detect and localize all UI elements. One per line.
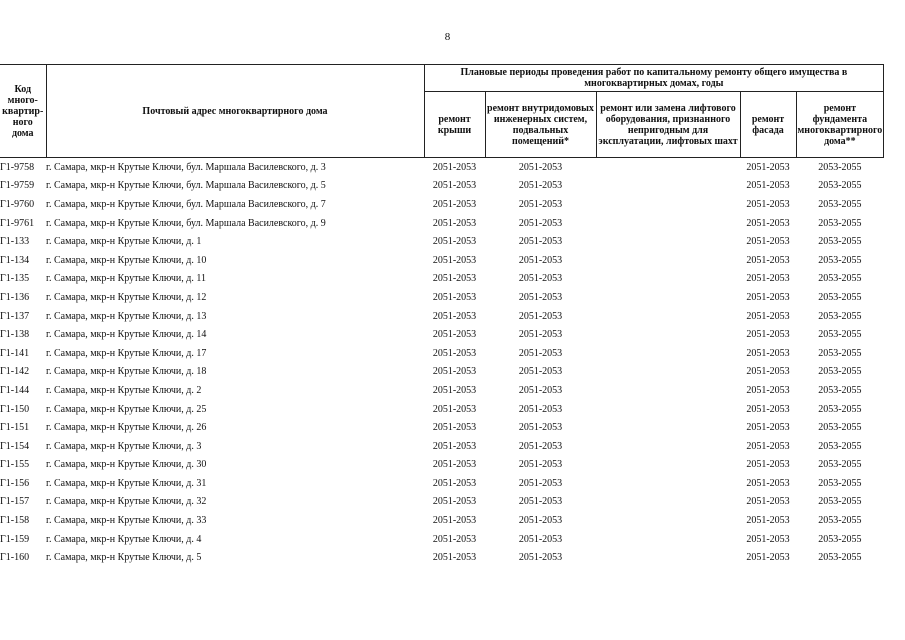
header-periods: Плановые периоды проведения работ по капитальному ремонту общего имущества в многоквартирных домах, годы [424,65,884,92]
cell-code: Г1-136 [0,291,30,303]
cell-code: Г1-156 [0,477,30,489]
cell-roof: 2051-2053 [432,459,477,471]
table-row [0,307,884,326]
cell-internal: 2051-2053 [518,515,563,527]
cell-address: г. Самара, мкр-н Крутые Ключи, бул. Маршала Василевского, д. 9 [46,217,326,229]
cell-roof: 2051-2053 [432,291,477,303]
cell-foundation: 2053-2055 [818,496,862,508]
table-row [0,437,884,456]
cell-code: Г1-9758 [0,161,35,173]
cell-roof: 2051-2053 [432,254,477,266]
cell-address: г. Самара, мкр-н Крутые Ключи, д. 5 [46,552,202,564]
table-row [0,344,884,363]
cell-internal: 2051-2053 [518,477,563,489]
cell-foundation: 2053-2055 [818,477,862,489]
cell-lift [596,288,740,307]
cell-address: г. Самара, мкр-н Крутые Ключи, д. 3 [46,440,202,452]
cell-internal: 2051-2053 [518,273,563,285]
cell-roof: 2051-2053 [432,552,477,564]
cell-roof: 2051-2053 [432,496,477,508]
cell-code: Г1-150 [0,403,30,415]
header-address: Почтовый адрес многоквартирного дома [46,65,424,158]
cell-lift [596,214,740,233]
cell-address: г. Самара, мкр-н Крутые Ключи, д. 11 [46,273,206,285]
header-lift: ремонт или замена лифтового оборудования, признанного непригодным для эксплуатации, лифтовых шахт [596,92,740,158]
cell-internal: 2051-2053 [518,291,563,303]
cell-lift [596,400,740,419]
cell-code: Г1-151 [0,422,30,434]
table-row [0,418,884,437]
cell-internal: 2051-2053 [518,384,563,396]
cell-facade: 2051-2053 [746,552,790,564]
table-row [0,177,884,196]
cell-roof: 2051-2053 [432,236,477,248]
cell-foundation: 2053-2055 [818,366,862,378]
cell-code: Г1-154 [0,440,30,452]
cell-lift [596,307,740,326]
cell-facade: 2051-2053 [746,366,790,378]
table-row [0,232,884,251]
cell-code: Г1-9761 [0,217,35,229]
cell-code: Г1-135 [0,273,30,285]
cell-facade: 2051-2053 [746,161,790,173]
cell-code: Г1-9760 [0,198,35,210]
cell-roof: 2051-2053 [432,329,477,341]
cell-code: Г1-157 [0,496,30,508]
header-foundation: ремонт фундамента многоквартирного дома** [796,92,884,158]
cell-lift [596,363,740,382]
cell-internal: 2051-2053 [518,180,563,192]
cell-roof: 2051-2053 [432,366,477,378]
header-roof: ремонт крыши [424,92,485,158]
cell-address: г. Самара, мкр-н Крутые Ключи, д. 32 [46,496,207,508]
cell-code: Г1-160 [0,552,30,564]
cell-facade: 2051-2053 [746,329,790,341]
cell-foundation: 2053-2055 [818,236,862,248]
cell-lift [596,530,740,549]
capital-repair-table [0,64,884,567]
cell-lift [596,418,740,437]
cell-foundation: 2053-2055 [818,533,862,545]
cell-roof: 2051-2053 [432,403,477,415]
cell-code: Г1-133 [0,236,30,248]
page-number: 8 [444,31,451,43]
cell-internal: 2051-2053 [518,496,563,508]
table-row [0,493,884,512]
cell-lift [596,232,740,251]
table-row [0,400,884,419]
cell-code: Г1-141 [0,347,30,359]
header-internal-systems: ремонт внутридомовых инженерных систем, подвальных помещений* [485,92,596,158]
cell-address: г. Самара, мкр-н Крутые Ключи, д. 10 [46,254,207,266]
table-row [0,548,884,567]
cell-facade: 2051-2053 [746,347,790,359]
cell-internal: 2051-2053 [518,459,563,471]
cell-internal: 2051-2053 [518,440,563,452]
cell-roof: 2051-2053 [432,422,477,434]
table-row [0,195,884,214]
cell-address: г. Самара, мкр-н Крутые Ключи, д. 1 [46,236,202,248]
cell-internal: 2051-2053 [518,366,563,378]
cell-address: г. Самара, мкр-н Крутые Ключи, д. 30 [46,459,207,471]
cell-lift [596,456,740,475]
cell-address: г. Самара, мкр-н Крутые Ключи, д. 17 [46,347,207,359]
header-code: Код много-квартир-ного дома [0,65,46,158]
cell-address: г. Самара, мкр-н Крутые Ключи, д. 12 [46,291,207,303]
cell-address: г. Самара, мкр-н Крутые Ключи, д. 2 [46,384,202,396]
cell-lift [596,195,740,214]
cell-roof: 2051-2053 [432,347,477,359]
cell-address: г. Самара, мкр-н Крутые Ключи, д. 33 [46,515,207,527]
cell-roof: 2051-2053 [432,515,477,527]
table-row [0,270,884,289]
cell-lift [596,548,740,567]
table-row [0,511,884,530]
cell-lift [596,437,740,456]
cell-internal: 2051-2053 [518,198,563,210]
table-body [0,158,884,568]
cell-facade: 2051-2053 [746,496,790,508]
cell-foundation: 2053-2055 [818,161,862,173]
cell-lift [596,511,740,530]
table-row [0,158,884,177]
cell-address: г. Самара, мкр-н Крутые Ключи, д. 31 [46,477,207,489]
cell-address: г. Самара, мкр-н Крутые Ключи, д. 18 [46,366,207,378]
cell-facade: 2051-2053 [746,515,790,527]
cell-roof: 2051-2053 [432,217,477,229]
cell-lift [596,493,740,512]
cell-facade: 2051-2053 [746,291,790,303]
table-row [0,456,884,475]
cell-foundation: 2053-2055 [818,329,862,341]
cell-roof: 2051-2053 [432,533,477,545]
cell-code: Г1-159 [0,533,30,545]
cell-foundation: 2053-2055 [818,198,862,210]
cell-internal: 2051-2053 [518,347,563,359]
cell-address: г. Самара, мкр-н Крутые Ключи, бул. Маршала Василевского, д. 3 [46,161,326,173]
table-row [0,474,884,493]
cell-facade: 2051-2053 [746,180,790,192]
cell-facade: 2051-2053 [746,422,790,434]
cell-internal: 2051-2053 [518,310,563,322]
cell-roof: 2051-2053 [432,161,477,173]
cell-address: г. Самара, мкр-н Крутые Ключи, бул. Маршала Василевского, д. 7 [46,198,326,210]
cell-foundation: 2053-2055 [818,180,862,192]
cell-facade: 2051-2053 [746,273,790,285]
cell-code: Г1-134 [0,254,30,266]
cell-address: г. Самара, мкр-н Крутые Ключи, д. 4 [46,533,202,545]
cell-facade: 2051-2053 [746,533,790,545]
cell-lift [596,344,740,363]
cell-lift [596,474,740,493]
cell-code: Г1-155 [0,459,30,471]
cell-foundation: 2053-2055 [818,422,862,434]
cell-foundation: 2053-2055 [818,254,862,266]
cell-facade: 2051-2053 [746,254,790,266]
cell-internal: 2051-2053 [518,217,563,229]
cell-address: г. Самара, мкр-н Крутые Ключи, д. 14 [46,329,207,341]
cell-foundation: 2053-2055 [818,273,862,285]
cell-code: Г1-158 [0,515,30,527]
table-row [0,381,884,400]
cell-internal: 2051-2053 [518,403,563,415]
cell-internal: 2051-2053 [518,422,563,434]
cell-foundation: 2053-2055 [818,291,862,303]
cell-internal: 2051-2053 [518,254,563,266]
table-row [0,214,884,233]
cell-facade: 2051-2053 [746,198,790,210]
cell-facade: 2051-2053 [746,217,790,229]
cell-lift [596,177,740,196]
cell-address: г. Самара, мкр-н Крутые Ключи, д. 26 [46,422,207,434]
cell-foundation: 2053-2055 [818,384,862,396]
cell-code: Г1-138 [0,329,30,341]
cell-foundation: 2053-2055 [818,552,862,564]
cell-foundation: 2053-2055 [818,217,862,229]
cell-lift [596,381,740,400]
cell-foundation: 2053-2055 [818,347,862,359]
cell-address: г. Самара, мкр-н Крутые Ключи, бул. Маршала Василевского, д. 5 [46,180,326,192]
cell-facade: 2051-2053 [746,403,790,415]
table-row [0,288,884,307]
cell-roof: 2051-2053 [432,477,477,489]
cell-internal: 2051-2053 [518,533,563,545]
cell-internal: 2051-2053 [518,552,563,564]
cell-code: Г1-137 [0,310,30,322]
cell-foundation: 2053-2055 [818,310,862,322]
cell-internal: 2051-2053 [518,329,563,341]
cell-facade: 2051-2053 [746,459,790,471]
cell-address: г. Самара, мкр-н Крутые Ключи, д. 25 [46,403,207,415]
cell-facade: 2051-2053 [746,310,790,322]
header-facade: ремонт фасада [740,92,796,158]
cell-roof: 2051-2053 [432,273,477,285]
cell-facade: 2051-2053 [746,384,790,396]
cell-internal: 2051-2053 [518,161,563,173]
cell-roof: 2051-2053 [432,440,477,452]
table-row [0,325,884,344]
table-row [0,530,884,549]
cell-internal: 2051-2053 [518,236,563,248]
cell-lift [596,251,740,270]
cell-address: г. Самара, мкр-н Крутые Ключи, д. 13 [46,310,207,322]
cell-code: Г1-142 [0,366,30,378]
cell-foundation: 2053-2055 [818,515,862,527]
cell-roof: 2051-2053 [432,198,477,210]
cell-roof: 2051-2053 [432,384,477,396]
cell-foundation: 2053-2055 [818,459,862,471]
cell-facade: 2051-2053 [746,477,790,489]
cell-code: Г1-144 [0,384,30,396]
cell-lift [596,270,740,289]
cell-lift [596,325,740,344]
cell-facade: 2051-2053 [746,440,790,452]
table-row [0,251,884,270]
cell-roof: 2051-2053 [432,310,477,322]
table-row [0,363,884,382]
cell-foundation: 2053-2055 [818,403,862,415]
cell-code: Г1-9759 [0,180,35,192]
cell-foundation: 2053-2055 [818,440,862,452]
cell-lift [596,158,740,177]
cell-facade: 2051-2053 [746,236,790,248]
cell-roof: 2051-2053 [432,180,477,192]
